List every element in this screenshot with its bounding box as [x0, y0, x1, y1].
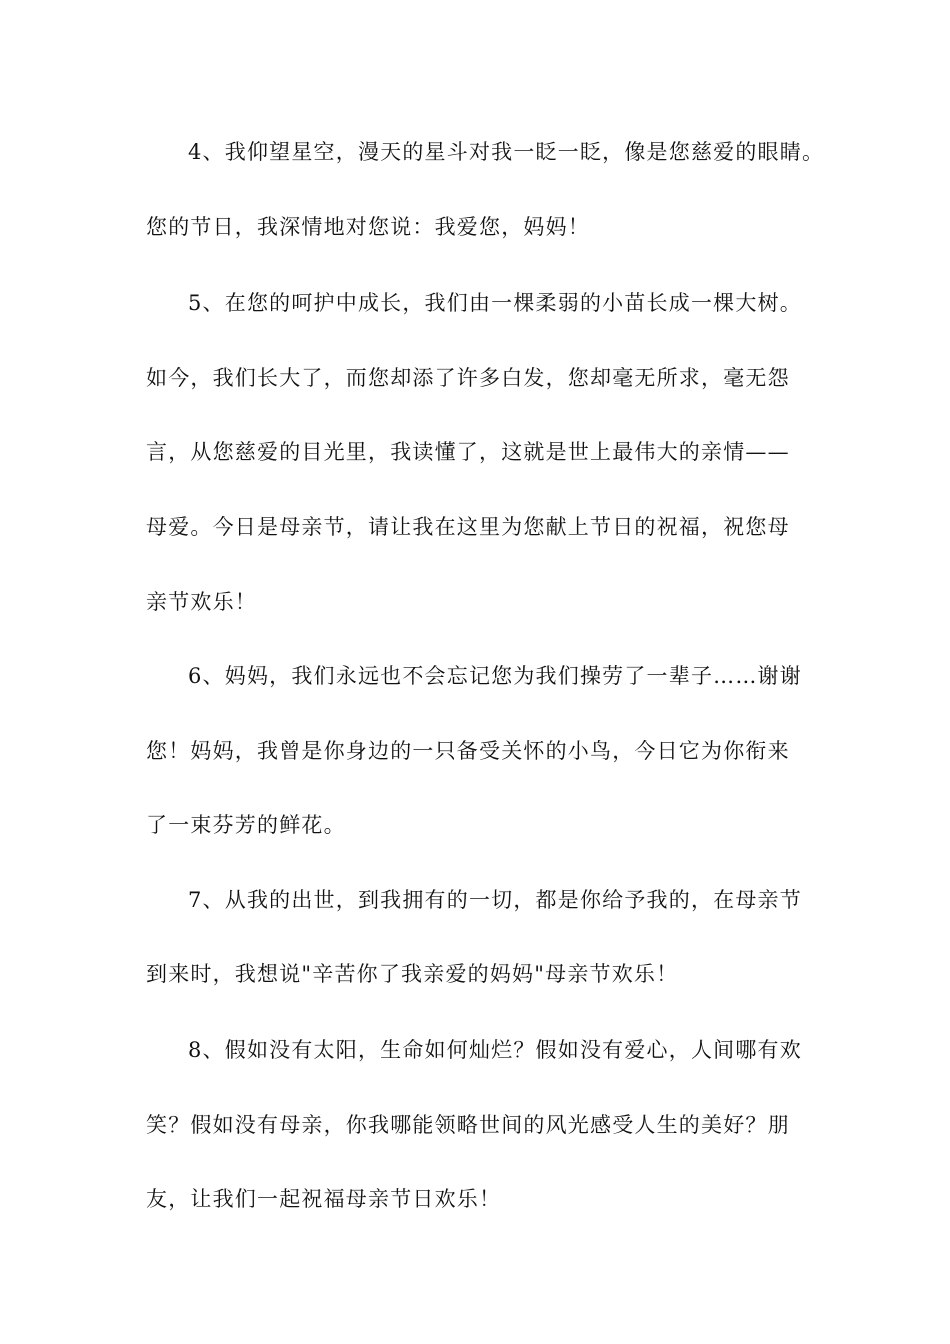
paragraph-5-line-2: 如今，我们长大了，而您却添了许多白发，您却毫无所求，毫无怨 [146, 366, 790, 390]
paragraph-6-line-3: 了一束芬芳的鲜花。 [146, 813, 346, 837]
paragraph-8-line-1: 8、假如没有太阳，生命如何灿烂？假如没有爱心，人间哪有欢 [188, 1038, 802, 1062]
paragraph-4-line-1: 4、我仰望星空，漫天的星斗对我一眨一眨，像是您慈爱的眼睛。 [188, 140, 825, 164]
paragraph-5-line-3: 言，从您慈爱的目光里，我读懂了，这就是世上最伟大的亲情—— [146, 440, 790, 464]
paragraph-7-line-1: 7、从我的出世，到我拥有的一切，都是你给予我的，在母亲节 [188, 888, 802, 912]
paragraph-6-line-1: 6、妈妈，我们永远也不会忘记您为我们操劳了一辈子……谢谢 [188, 664, 802, 688]
paragraph-8-line-3: 友，让我们一起祝福母亲节日欢乐！ [146, 1187, 502, 1211]
paragraph-5-line-5: 亲节欢乐！ [146, 590, 257, 614]
paragraph-8-line-2: 笑？假如没有母亲，你我哪能领略世间的风光感受人生的美好？朋 [146, 1113, 790, 1137]
paragraph-7-line-2: 到来时，我想说"辛苦你了我亲爱的妈妈"母亲节欢乐！ [146, 962, 679, 986]
paragraph-6-line-2: 您！妈妈，我曾是你身边的一只备受关怀的小鸟，今日它为你衔来 [146, 739, 790, 763]
paragraph-5-line-4: 母爱。今日是母亲节，请让我在这里为您献上节日的祝福，祝您母 [146, 515, 790, 539]
paragraph-4-line-2: 您的节日，我深情地对您说：我爱您，妈妈！ [146, 215, 590, 239]
paragraph-5-line-1: 5、在您的呵护中成长，我们由一棵柔弱的小苗长成一棵大树。 [188, 291, 802, 315]
